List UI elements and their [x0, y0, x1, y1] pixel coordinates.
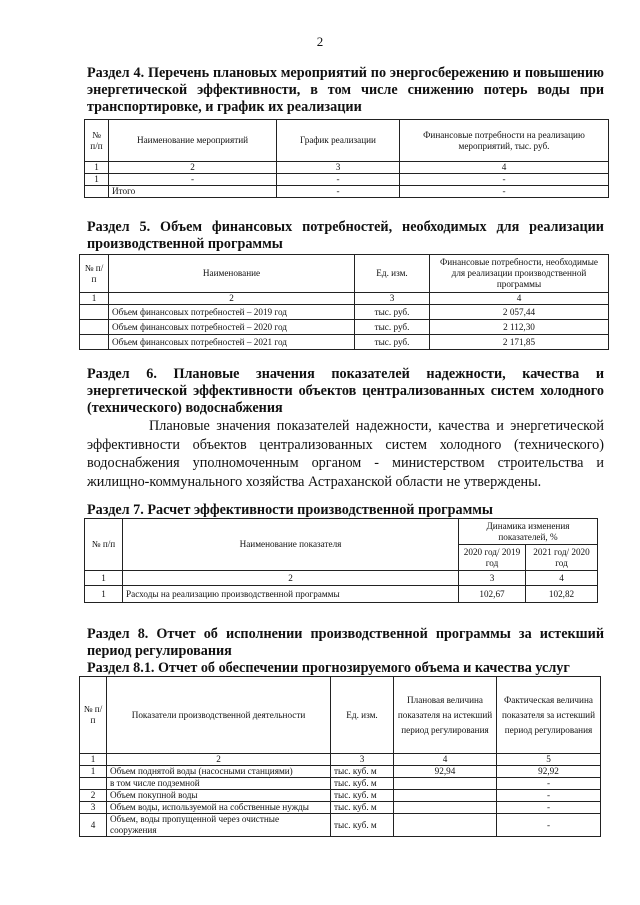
table-cell: 92,94 — [394, 766, 497, 778]
table-cell: Объем воды, используемой на собственные нужды — [107, 802, 331, 814]
table-cell: тыс. руб. — [355, 320, 430, 335]
table-cell: тыс. руб. — [355, 305, 430, 320]
table-cell — [394, 790, 497, 802]
table-row — [85, 174, 609, 186]
table-cell: 1 — [80, 766, 107, 778]
table-cell: Объем покупной воды — [107, 790, 331, 802]
numbering-cell: 5 — [497, 754, 601, 766]
numbering-row — [85, 571, 598, 586]
table-cell: 102,82 — [526, 586, 598, 603]
table-cell: - — [277, 174, 400, 186]
page-number: 2 — [316, 34, 324, 49]
header-cell: Наименование — [109, 255, 355, 293]
header-cell: Финансовые потребности, необходимые для реализации производственной программы — [430, 255, 609, 293]
numbering-cell: 1 — [80, 293, 109, 305]
table-cell: - — [497, 778, 601, 790]
numbering-cell: 2 — [109, 293, 355, 305]
table-row — [80, 320, 609, 335]
table-cell: тыс. руб. — [355, 335, 430, 350]
numbering-cell: 3 — [331, 754, 394, 766]
table-cell: - — [497, 814, 601, 837]
numbering-cell: 4 — [526, 571, 598, 586]
table-header-row — [85, 519, 598, 545]
table-row — [80, 778, 601, 790]
header-cell: № п/п — [85, 120, 109, 162]
numbering-row — [85, 162, 609, 174]
table-cell: тыс. куб. м — [331, 790, 394, 802]
table-cell: 2 112,30 — [430, 320, 609, 335]
section-7-title: Раздел 7. Расчет эффективности производственной программы — [87, 502, 494, 518]
header-cell: Показатели производственной деятельности — [107, 677, 331, 754]
header-cell: Ед. изм. — [355, 255, 430, 293]
table-row — [80, 814, 601, 837]
table-cell: - — [400, 186, 609, 198]
table-header-row — [85, 120, 609, 162]
table-cell: - — [400, 174, 609, 186]
table-cell — [85, 186, 109, 198]
table-cell: 2 — [80, 790, 107, 802]
table-cell — [394, 814, 497, 837]
table-cell: - — [497, 790, 601, 802]
table-cell — [80, 305, 109, 320]
table-cell: тыс. куб. м — [331, 766, 394, 778]
section-8-title: Раздел 8. Отчет об исполнении производственной программы за истекший период регулирования — [87, 626, 604, 659]
table-cell: Объем финансовых потребностей – 2020 год — [109, 320, 355, 335]
numbering-cell: 2 — [109, 162, 277, 174]
numbering-cell: 4 — [400, 162, 609, 174]
numbering-row — [80, 754, 601, 766]
table-cell: 102,67 — [459, 586, 526, 603]
section-8-1-title: Раздел 8.1. Отчет об обеспечении прогнозируемого объема и качества услуг — [87, 660, 570, 676]
numbering-cell: 1 — [85, 162, 109, 174]
table-cell — [394, 802, 497, 814]
table-cell: Расходы на реализацию производственной программы — [123, 586, 459, 603]
table-cell: 4 — [80, 814, 107, 837]
table-cell: Объем поднятой воды (насосными станциями) — [107, 766, 331, 778]
table-cell: - — [497, 802, 601, 814]
section-6-title: Раздел 6. Плановые значения показателей надежности, качества и энергетической эффективности объектов централизованных систем холодного (технического) водоснабжения — [87, 366, 604, 416]
numbering-cell: 1 — [80, 754, 107, 766]
table-cell: 92,92 — [497, 766, 601, 778]
header-cell: 2020 год/ 2019 год — [459, 545, 526, 571]
header-cell: Фактическая величина показателя за истекший период регулирования — [497, 677, 601, 754]
table-cell — [80, 320, 109, 335]
section-6-text: Плановые значения показателей надежности, качества и энергетической эффективности объектов централизованных систем холодного (технического) водоснабжения уполномоченным органом - министерством строительства и жилищно-коммунального хозяйства Астраханской области не утверждены. — [87, 418, 604, 490]
numbering-cell: 2 — [123, 571, 459, 586]
table-cell: 2 171,85 — [430, 335, 609, 350]
numbering-cell: 3 — [459, 571, 526, 586]
numbering-cell: 2 — [107, 754, 331, 766]
table-cell: 2 057,44 — [430, 305, 609, 320]
numbering-row — [80, 293, 609, 305]
numbering-cell: 4 — [430, 293, 609, 305]
table-cell: 1 — [85, 586, 123, 603]
table-row — [80, 790, 601, 802]
header-cell: Плановая величина показателя на истекший период регулирования — [394, 677, 497, 754]
table-row — [80, 766, 601, 778]
table-cell — [80, 778, 107, 790]
table-cell: тыс. куб. м — [331, 802, 394, 814]
table-header-row — [80, 255, 609, 293]
total-row — [85, 186, 609, 198]
table-cell — [394, 778, 497, 790]
section-4-title: Раздел 4. Перечень плановых мероприятий по энергосбережению и повышению энергетической эффективности, в том числе снижению потерь воды при транспортировке, и график их реализации — [87, 65, 604, 115]
table-row — [80, 305, 609, 320]
table-cell: тыс. куб. м — [331, 814, 394, 837]
numbering-cell: 4 — [394, 754, 497, 766]
table-cell: - — [277, 186, 400, 198]
header-cell: Динамика изменения показателей, % — [459, 519, 598, 545]
header-cell: № п/п — [80, 677, 107, 754]
header-cell: Ед. изм. — [331, 677, 394, 754]
header-cell: Финансовые потребности на реализацию мероприятий, тыс. руб. — [400, 120, 609, 162]
header-cell: График реализации — [277, 120, 400, 162]
table-row — [80, 802, 601, 814]
table-cell: тыс. куб. м — [331, 778, 394, 790]
header-cell: № п/п — [80, 255, 109, 293]
section-5-title: Раздел 5. Объем финансовых потребностей, необходимых для реализации производственной программы — [87, 219, 604, 252]
section-8-1-table — [79, 676, 601, 837]
table-header-row — [80, 677, 601, 754]
table-cell: Объем финансовых потребностей – 2019 год — [109, 305, 355, 320]
header-cell: Наименование мероприятий — [109, 120, 277, 162]
table-row — [85, 586, 598, 603]
header-cell: Наименование показателя — [123, 519, 459, 571]
numbering-cell: 3 — [277, 162, 400, 174]
table-cell: 3 — [80, 802, 107, 814]
numbering-cell: 3 — [355, 293, 430, 305]
table-cell — [80, 335, 109, 350]
table-cell: Объем, воды пропущенной через очистные сооружения — [107, 814, 331, 837]
header-cell: № п/п — [85, 519, 123, 571]
table-row — [80, 335, 609, 350]
section-7-table — [84, 518, 598, 603]
table-cell: - — [109, 174, 277, 186]
section-5-table — [79, 254, 609, 350]
section-4-table — [84, 119, 609, 198]
header-cell: 2021 год/ 2020 год — [526, 545, 598, 571]
numbering-cell: 1 — [85, 571, 123, 586]
table-cell: Объем финансовых потребностей – 2021 год — [109, 335, 355, 350]
total-label: Итого — [109, 186, 277, 198]
table-cell: 1 — [85, 174, 109, 186]
table-cell: в том числе подземной — [107, 778, 331, 790]
